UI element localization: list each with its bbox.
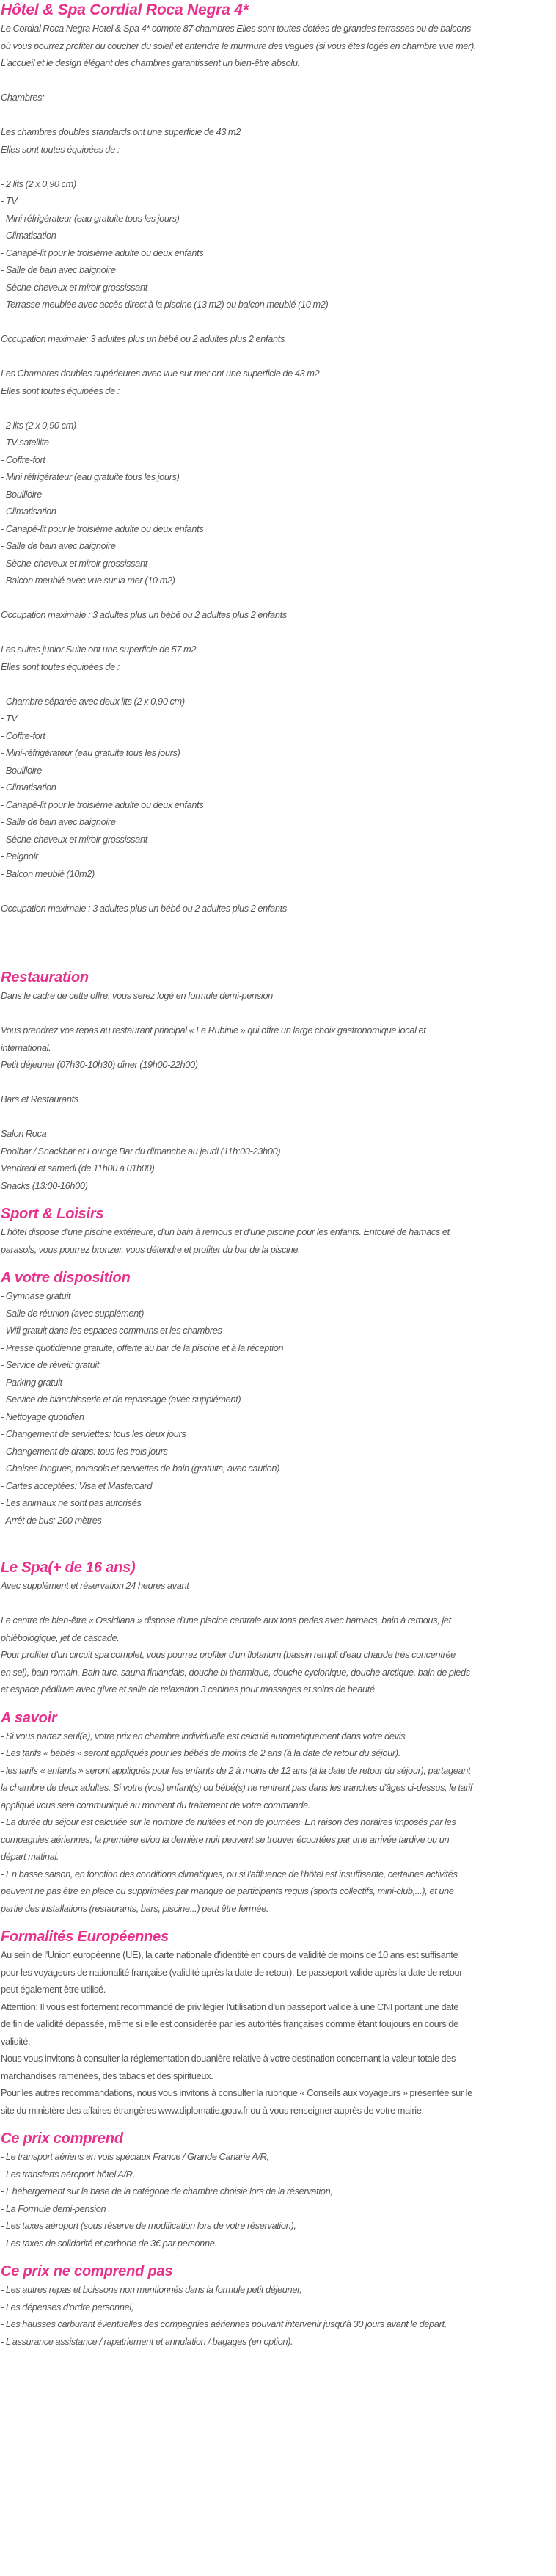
text-line: - les tarifs « enfants » seront appliqués pour les enfants de 2 à moins de 12 ans (à la date de retour du séjour), partageant: [1, 1764, 471, 1776]
text-line: - Bouilloire: [1, 488, 42, 500]
section-title-sport: Sport & Loisirs: [1, 1206, 104, 1222]
text-line: - La durée du séjour est calculée sur le nombre de nuitées et non de journées. En raison des horaires imposés par les: [1, 1816, 456, 1827]
text-line: Dans le cadre de cette offre, vous serez logé en formule demi-pension: [1, 990, 273, 1001]
text-line: - TV: [1, 195, 18, 206]
section-spacer: [0, 2252, 556, 2262]
text-line: - Salle de bain avec baignoire: [1, 540, 116, 551]
section-title-hotel: Hôtel & Spa Cordial Roca Negra 4*: [1, 1, 249, 18]
text-line: Nous vous invitons à consulter la réglementation douanière relative à votre destination concernant la valeur totale des: [1, 2053, 456, 2064]
text-line: - Mini réfrigérateur (eau gratuite tous les jours): [1, 471, 180, 482]
text-line: - Sèche-cheveux et miroir grossissant: [1, 281, 147, 293]
text-line: - Les transferts aéroport-hôtel A/R,: [1, 2168, 135, 2180]
text-line: - Changement de draps: tous les trois jours: [1, 1445, 168, 1457]
text-line: - Salle de bain avec baignoire: [1, 264, 116, 275]
section-spa: [0, 1529, 556, 1698]
text-line: - Les taxes de solidarité et carbone de 3€ par personne.: [1, 2237, 217, 2249]
text-line: Les chambres doubles standards ont une superficie de 43 m2: [1, 126, 241, 137]
section-title-restauration: Restauration: [1, 969, 89, 986]
text-line: - Les tarifs « bébés » seront appliqués pour les bébés de moins de 2 ans (à la date de retour du séjour).: [1, 1747, 400, 1758]
text-line: Petit déjeuner (07h30-10h30) dîner (19h00-22h00): [1, 1059, 198, 1070]
text-line: - Le transport aériens en vols spéciaux France / Grande Canarie A/R,: [1, 2151, 269, 2162]
text-line: compagnies aériennes, la première et/ou la dernière nuit peuvent se trouver écourtées par une arrivée tardive ou un: [1, 1833, 450, 1845]
text-line: la chambre de deux adultes. Si votre (vos) enfant(s) ou bébé(s) ne rentrent pas dans les tranches d'âges ci-dessus, le tarif: [1, 1782, 473, 1793]
text-line: L'accueil et le design élégant des chambres garantissent un bien-être absolu.: [1, 57, 300, 68]
text-line: Poolbar / Snackbar et Lounge Bar du dimanche au jeudi (11h:00-23h00): [1, 1145, 281, 1157]
blank-line: [0, 1595, 556, 1612]
text-line: pour les voyageurs de nationalité française (validité après la date de retour). Le passeport valide après la date de retour: [1, 1966, 463, 1978]
text-line: site du ministère des affaires étrangères www.diplomatie.gouv.fr ou à vous renseigner auprès de votre mairie.: [1, 2104, 424, 2116]
text-line: - En basse saison, en fonction des conditions climatiques, ou si l'affluence de l'hôtel est insuffisante, certaines activités: [1, 1868, 458, 1880]
blank-line: [0, 1005, 556, 1022]
blank-line: [0, 158, 556, 175]
text-line: Elles sont toutes équipées de :: [1, 143, 120, 155]
text-line: départ matinal.: [1, 1851, 59, 1862]
text-line: Chambres:: [1, 92, 45, 103]
section-comprend: [0, 2119, 556, 2252]
text-line: L'hôtel dispose d'une piscine extérieure, d'un bain à remous et d'une piscine pour les enfants. Entouré de hamacs et: [1, 1226, 450, 1237]
text-line: Salon Roca: [1, 1128, 47, 1139]
text-line: où vous pourrez profiter du coucher du soleil et entendre le murmure des vagues (si vous êtes logés en chambre vue mer).: [1, 40, 477, 51]
text-line: - Climatisation: [1, 230, 56, 241]
text-line: Pour les autres recommandations, nous vous invitons à consulter la rubrique « Conseils aux voyageurs » présentée sur le: [1, 2087, 472, 2098]
text-line: - Presse quotidienne gratuite, offerte au bar de la piscine et à la réception: [1, 1342, 284, 1353]
section-disposition: [0, 1258, 556, 1529]
text-line: Pour profiter d'un circuit spa complet, vous pourrez profiter d'un flotarium (bassin rempli d'eau chaude très concentrée: [1, 1649, 456, 1660]
text-line: Occupation maximale: 3 adultes plus un bébé ou 2 adultes plus 2 enfants: [1, 333, 285, 344]
section-restauration: [0, 917, 556, 1194]
text-line: marchandises ramenées, des tabacs et des spiritueux.: [1, 2070, 213, 2081]
text-line: Vous prendrez vos repas au restaurant principal « Le Rubinie » qui offre un large choix gastronomique local et: [1, 1025, 426, 1036]
text-line: - Nettoyage quotidien: [1, 1411, 84, 1422]
blank-line: [0, 589, 556, 607]
blank-line: [0, 1108, 556, 1126]
text-line: - Salle de réunion (avec supplément): [1, 1307, 145, 1319]
text-line: Vendredi et samedi (de 11h00 à 01h00): [1, 1163, 155, 1174]
section-spacer: [0, 1917, 556, 1927]
text-line: peut également être utilisé.: [1, 1984, 106, 1995]
text-line: parasols, vous pourrez bronzer, vous détendre et profiter du bar de la piscine.: [1, 1243, 301, 1255]
blank-line: [0, 348, 556, 365]
text-line: - Coffre-fort: [1, 729, 45, 741]
text-line: - Mini réfrigérateur (eau gratuite tous les jours): [1, 212, 180, 224]
text-line: - Les autres repas et boissons non mentionnés dans la formule petit déjeuner,: [1, 2284, 302, 2295]
section-formalites: [0, 1917, 556, 2119]
text-line: validité.: [1, 2035, 31, 2047]
text-line: - Cartes acceptées: Visa et Mastercard: [1, 1480, 153, 1491]
text-line: - Service de réveil: gratuit: [1, 1359, 100, 1370]
text-line: - Climatisation: [1, 782, 56, 793]
text-line: Le centre de bien-être « Ossidiana » dispose d'une piscine centrale aux tons perles avec hamacs, bain à remous, jet: [1, 1615, 451, 1626]
blank-line: [0, 882, 556, 900]
blank-line: [0, 72, 556, 90]
text-line: - Terrasse meublée avec accès direct à la piscine (13 m2) ou balcon meublé (10 m2): [1, 299, 329, 310]
blank-line: [0, 313, 556, 331]
section-title-savoir: A savoir: [1, 1709, 57, 1726]
section-hotel: [0, 0, 556, 917]
blank-line: [0, 624, 556, 641]
text-line: - Si vous partez seul(e), votre prix en chambre individuelle est calculé automatiquement dans votre devis.: [1, 1730, 408, 1742]
section-title-formalites: Formalités Européennes: [1, 1929, 169, 1945]
text-line: - Les animaux ne sont pas autorisés: [1, 1497, 142, 1508]
text-line: - Les hausses carburant éventuelles des compagnies aériennes pouvant intervenir jusqu'à 30 jours avant le départ,: [1, 2318, 447, 2329]
text-line: - La Formule demi-pension ,: [1, 2202, 111, 2214]
text-line: - Les dépenses d'ordre personnel,: [1, 2301, 134, 2313]
text-line: - Canapé-lit pour le troisième adulte ou deux enfants: [1, 798, 204, 810]
text-line: - L'hébergement sur la base de la catégorie de chambre choisie lors de la réservation,: [1, 2186, 333, 2197]
text-line: et espace pédiluve avec gîvre et salle de relaxation 3 cabines pour massages et soins de beauté: [1, 1684, 375, 1695]
text-line: Occupation maximale : 3 adultes plus un bébé ou 2 adultes plus 2 enfants: [1, 609, 287, 620]
text-line: - Bouilloire: [1, 764, 42, 776]
text-line: Au sein de l'Union européenne (UE), la carte nationale d'identité en cours de validité de moins de 10 ans est suffisante: [1, 1949, 458, 1960]
text-line: - Chambre séparée avec deux lits (2 x 0,90 cm): [1, 695, 185, 707]
text-line: - L'assurance assistance / rapatriement et annulation / bagages (en option).: [1, 2335, 293, 2347]
text-line: Snacks (13:00-16h00): [1, 1179, 88, 1191]
text-line: - Parking gratuit: [1, 1376, 62, 1388]
text-line: - Salle de bain avec baignoire: [1, 816, 116, 827]
section-title-spa: Le Spa(+ de 16 ans): [1, 1560, 136, 1576]
text-line: partie des installations (restaurants, bars, piscine...) peut être fermée.: [1, 1902, 269, 1914]
text-line: Les Chambres doubles supérieures avec vue sur mer ont une superficie de 43 m2: [1, 368, 320, 379]
text-line: - Balcon meublé (10m2): [1, 867, 95, 879]
section-ne-comprend-pas: [0, 2252, 556, 2350]
text-line: phlébologique, jet de cascade.: [1, 1631, 120, 1643]
section-spacer: [0, 2119, 556, 2129]
section-spacer: [0, 1194, 556, 1204]
text-line: - Les taxes aéroport (sous réserve de modification lors de votre réservation),: [1, 2220, 296, 2231]
blank-line: [0, 399, 556, 417]
section-title-ne-comprend-pas: Ce prix ne comprend pas: [1, 2263, 173, 2280]
section-spacer: [0, 1258, 556, 1268]
text-line: Bars et Restaurants: [1, 1094, 78, 1105]
blank-line: [0, 675, 556, 693]
section-spacer: [0, 917, 556, 968]
text-line: Elles sont toutes équipées de :: [1, 385, 120, 396]
text-line: - Arrêt de bus: 200 mètres: [1, 1514, 102, 1526]
text-line: de fin de validité dépassée, même si elle est considérée par les autorités françaises comme étant toujours en cours de: [1, 2018, 458, 2029]
text-line: Elles sont toutes équipées de :: [1, 661, 120, 672]
text-line: - Canapé-lit pour le troisième adulte ou deux enfants: [1, 523, 204, 534]
text-line: - Coffre-fort: [1, 454, 45, 465]
text-line: - Climatisation: [1, 506, 56, 517]
text-line: - Sèche-cheveux et miroir grossissant: [1, 557, 147, 569]
text-line: - Wifi gratuit dans les espaces communs et les chambres: [1, 1325, 222, 1336]
text-line: - 2 lits (2 x 0,90 cm): [1, 419, 76, 431]
text-line: Les suites junior Suite ont une superficie de 57 m2: [1, 644, 197, 655]
text-line: en sel), bain romain, Bain turc, sauna finlandais, douche bi thermique, douche cyclonique, douche arctique, bain de pieds: [1, 1666, 470, 1678]
text-line: - Peignoir: [1, 851, 38, 862]
text-line: Attention: Il vous est fortement recommandé de privilégier l'utilisation d'un passeport valide à une CNI portant une date: [1, 2001, 458, 2012]
blank-line: [0, 106, 556, 124]
section-title-disposition: A votre disposition: [1, 1270, 131, 1286]
text-line: - Mini-réfrigérateur (eau gratuite tous les jours): [1, 747, 180, 758]
text-line: - TV satellite: [1, 437, 49, 448]
section-title-comprend: Ce prix comprend: [1, 2131, 123, 2147]
text-line: - Gymnase gratuit: [1, 1290, 71, 1301]
text-line: - Chaises longues, parasols et serviettes de bain (gratuits, avec caution): [1, 1463, 280, 1474]
section-spacer: [0, 1698, 556, 1709]
blank-line: [0, 1074, 556, 1091]
text-line: - Service de blanchisserie et de repassage (avec supplément): [1, 1394, 241, 1405]
section-sport: [0, 1194, 556, 1258]
text-line: Occupation maximale : 3 adultes plus un bébé ou 2 adultes plus 2 enfants: [1, 902, 287, 914]
text-line: - Sèche-cheveux et miroir grossissant: [1, 833, 147, 845]
text-line: appliqué vous sera communiqué au moment du traitement de votre commande.: [1, 1799, 311, 1811]
section-spacer: [0, 1529, 556, 1558]
text-line: Avec supplément et réservation 24 heures avant: [1, 1580, 189, 1591]
text-line: peuvent ne pas être en place ou supprimées par manque de participants requis (sports collectifs, mini-club,...), et une: [1, 1885, 454, 1896]
text-line: - Balcon meublé avec vue sur la mer (10 m2): [1, 575, 175, 586]
text-line: Le Cordial Roca Negra Hotel & Spa 4* compte 87 chambres Elles sont toutes dotées de grandes terrasses ou de balcons: [1, 23, 471, 34]
text-line: - Changement de serviettes: tous les deux jours: [1, 1428, 186, 1439]
text-line: - 2 lits (2 x 0,90 cm): [1, 178, 76, 189]
text-line: - Canapé-lit pour le troisième adulte ou deux enfants: [1, 247, 204, 258]
section-savoir: [0, 1698, 556, 1918]
text-line: international.: [1, 1041, 51, 1053]
text-line: - TV: [1, 713, 18, 724]
